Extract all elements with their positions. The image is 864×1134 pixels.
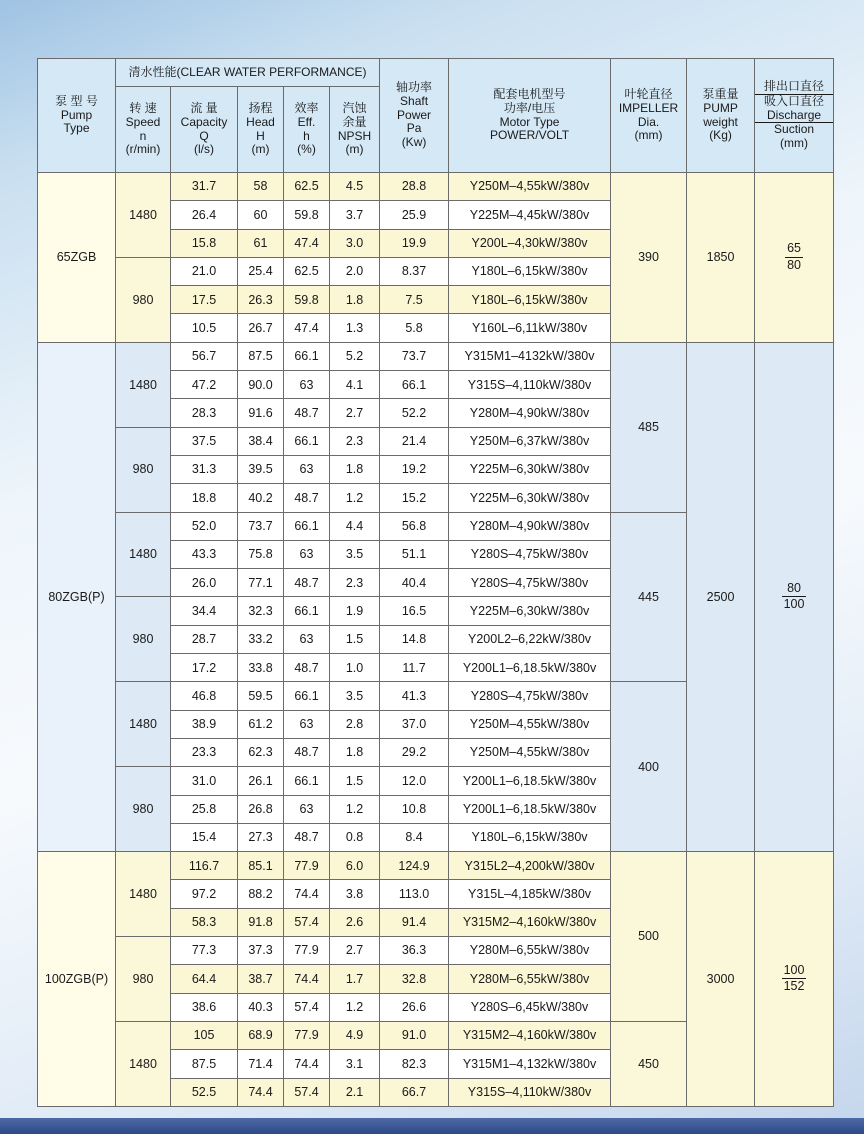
capacity-cell: 64.4 (171, 965, 238, 993)
head-cell: 60 (238, 201, 284, 229)
table-row (38, 852, 834, 880)
pump-model-cell: 65ZGB (38, 173, 116, 343)
npsh-cell: 2.3 (330, 569, 380, 597)
motor-cell: Y315L–4,185kW/380v (449, 880, 611, 908)
efficiency-cell: 63 (284, 455, 330, 483)
header-speed: 转 速 Speed n (r/min) (116, 87, 171, 173)
shaft-power-cell: 8.4 (380, 823, 449, 851)
efficiency-cell: 48.7 (284, 484, 330, 512)
motor-cell: Y280M–4,90kW/380v (449, 512, 611, 540)
speed-cell: 1480 (116, 682, 171, 767)
capacity-cell: 46.8 (171, 682, 238, 710)
npsh-cell: 1.2 (330, 993, 380, 1021)
capacity-cell: 28.7 (171, 625, 238, 653)
footer-bar (0, 1118, 864, 1134)
head-cell: 33.2 (238, 625, 284, 653)
motor-cell: Y315M1–4,132kW/380v (449, 1050, 611, 1078)
head-cell: 25.4 (238, 257, 284, 285)
head-cell: 27.3 (238, 823, 284, 851)
shaft-power-cell: 25.9 (380, 201, 449, 229)
npsh-cell: 4.5 (330, 173, 380, 201)
capacity-cell: 15.8 (171, 229, 238, 257)
head-cell: 85.1 (238, 852, 284, 880)
motor-cell: Y200L2–6,22kW/380v (449, 625, 611, 653)
pump-performance-sheet (37, 58, 833, 1107)
npsh-cell: 4.1 (330, 371, 380, 399)
efficiency-cell: 62.5 (284, 257, 330, 285)
shaft-power-cell: 28.8 (380, 173, 449, 201)
capacity-cell: 26.0 (171, 569, 238, 597)
speed-cell: 980 (116, 937, 171, 1022)
header-shaft-power: 轴功率 Shaft Power Pa (Kw) (380, 59, 449, 173)
capacity-cell: 31.3 (171, 455, 238, 483)
header-capacity: 流 量 Capacity Q (l/s) (171, 87, 238, 173)
speed-cell: 1480 (116, 512, 171, 597)
head-cell: 91.8 (238, 908, 284, 936)
impeller-dia-cell: 500 (611, 852, 687, 1022)
capacity-cell: 87.5 (171, 1050, 238, 1078)
efficiency-cell: 66.1 (284, 597, 330, 625)
discharge-dia: 65 (785, 241, 803, 258)
efficiency-cell: 63 (284, 710, 330, 738)
motor-cell: Y200L–4,30kW/380v (449, 229, 611, 257)
capacity-cell: 28.3 (171, 399, 238, 427)
header-discharge-suction: 排出口直径 吸入口直径 Discharge Suction (mm) (755, 59, 834, 173)
capacity-cell: 52.0 (171, 512, 238, 540)
efficiency-cell: 47.4 (284, 314, 330, 342)
shaft-power-cell: 66.1 (380, 371, 449, 399)
head-cell: 33.8 (238, 654, 284, 682)
shaft-power-cell: 16.5 (380, 597, 449, 625)
head-cell: 58 (238, 173, 284, 201)
capacity-cell: 52.5 (171, 1078, 238, 1106)
efficiency-cell: 47.4 (284, 229, 330, 257)
speed-cell: 980 (116, 427, 171, 512)
efficiency-cell: 74.4 (284, 1050, 330, 1078)
capacity-cell: 31.7 (171, 173, 238, 201)
motor-cell: Y250M–4,55kW/380v (449, 173, 611, 201)
head-cell: 75.8 (238, 540, 284, 568)
header-clear-water-performance: 清水性能(CLEAR WATER PERFORMANCE) (116, 59, 380, 87)
npsh-cell: 1.9 (330, 597, 380, 625)
head-cell: 37.3 (238, 937, 284, 965)
npsh-cell: 1.8 (330, 738, 380, 766)
shaft-power-cell: 26.6 (380, 993, 449, 1021)
suction-dia: 100 (783, 597, 805, 612)
capacity-cell: 105 (171, 1021, 238, 1049)
impeller-dia-cell: 400 (611, 682, 687, 852)
efficiency-cell: 63 (284, 371, 330, 399)
efficiency-cell: 57.4 (284, 993, 330, 1021)
head-cell: 32.3 (238, 597, 284, 625)
efficiency-cell: 57.4 (284, 1078, 330, 1106)
capacity-cell: 116.7 (171, 852, 238, 880)
capacity-cell: 21.0 (171, 257, 238, 285)
pump-group-80zgb-p (38, 342, 834, 851)
shaft-power-cell: 113.0 (380, 880, 449, 908)
head-cell: 39.5 (238, 455, 284, 483)
head-cell: 77.1 (238, 569, 284, 597)
capacity-cell: 17.2 (171, 654, 238, 682)
head-cell: 26.3 (238, 286, 284, 314)
capacity-cell: 56.7 (171, 342, 238, 370)
capacity-cell: 38.6 (171, 993, 238, 1021)
efficiency-cell: 59.8 (284, 286, 330, 314)
header-efficiency: 效率 Eff. h (%) (284, 87, 330, 173)
shaft-power-cell: 41.3 (380, 682, 449, 710)
head-cell: 26.8 (238, 795, 284, 823)
shaft-power-cell: 11.7 (380, 654, 449, 682)
capacity-cell: 23.3 (171, 738, 238, 766)
discharge-dia: 100 (782, 963, 807, 980)
shaft-power-cell: 73.7 (380, 342, 449, 370)
head-cell: 38.4 (238, 427, 284, 455)
motor-cell: Y250M–6,37kW/380v (449, 427, 611, 455)
motor-cell: Y315M2–4,160kW/380v (449, 908, 611, 936)
shaft-power-cell: 12.0 (380, 767, 449, 795)
shaft-power-cell: 82.3 (380, 1050, 449, 1078)
motor-cell: Y280S–6,45kW/380v (449, 993, 611, 1021)
shaft-power-cell: 66.7 (380, 1078, 449, 1106)
head-cell: 91.6 (238, 399, 284, 427)
capacity-cell: 10.5 (171, 314, 238, 342)
npsh-cell: 2.7 (330, 399, 380, 427)
motor-cell: Y280S–4,75kW/380v (449, 569, 611, 597)
shaft-power-cell: 91.0 (380, 1021, 449, 1049)
speed-cell: 1480 (116, 342, 171, 427)
motor-cell: Y315L2–4,200kW/380v (449, 852, 611, 880)
motor-cell: Y280M–6,55kW/380v (449, 965, 611, 993)
efficiency-cell: 63 (284, 795, 330, 823)
npsh-cell: 3.7 (330, 201, 380, 229)
motor-cell: Y180L–6,15kW/380v (449, 286, 611, 314)
head-cell: 40.2 (238, 484, 284, 512)
head-cell: 90.0 (238, 371, 284, 399)
efficiency-cell: 66.1 (284, 767, 330, 795)
pump-model-cell: 80ZGB(P) (38, 342, 116, 851)
efficiency-cell: 66.1 (284, 342, 330, 370)
npsh-cell: 2.7 (330, 937, 380, 965)
capacity-cell: 18.8 (171, 484, 238, 512)
shaft-power-cell: 52.2 (380, 399, 449, 427)
npsh-cell: 0.8 (330, 823, 380, 851)
discharge-dia: 80 (782, 581, 807, 598)
head-cell: 38.7 (238, 965, 284, 993)
shaft-power-cell: 14.8 (380, 625, 449, 653)
head-cell: 61 (238, 229, 284, 257)
capacity-cell: 37.5 (171, 427, 238, 455)
discharge-suction-cell (755, 173, 834, 343)
npsh-cell: 2.3 (330, 427, 380, 455)
shaft-power-cell: 10.8 (380, 795, 449, 823)
efficiency-cell: 48.7 (284, 569, 330, 597)
efficiency-cell: 48.7 (284, 738, 330, 766)
motor-cell: Y225M–4,45kW/380v (449, 201, 611, 229)
capacity-cell: 58.3 (171, 908, 238, 936)
shaft-power-cell: 21.4 (380, 427, 449, 455)
shaft-power-cell: 91.4 (380, 908, 449, 936)
npsh-cell: 2.6 (330, 908, 380, 936)
header-motor-type: 配套电机型号 功率/电压 Motor Type POWER/VOLT (449, 59, 611, 173)
npsh-cell: 3.5 (330, 682, 380, 710)
speed-cell: 1480 (116, 852, 171, 937)
shaft-power-cell: 19.9 (380, 229, 449, 257)
npsh-cell: 1.2 (330, 795, 380, 823)
motor-cell: Y280M–6,55kW/380v (449, 937, 611, 965)
efficiency-cell: 63 (284, 540, 330, 568)
efficiency-cell: 66.1 (284, 427, 330, 455)
motor-cell: Y315M1–4132kW/380v (449, 342, 611, 370)
speed-cell: 980 (116, 767, 171, 852)
efficiency-cell: 77.9 (284, 852, 330, 880)
impeller-dia-cell: 485 (611, 342, 687, 512)
shaft-power-cell: 51.1 (380, 540, 449, 568)
pump-weight-cell: 3000 (687, 852, 755, 1107)
suction-dia: 152 (783, 979, 805, 994)
motor-cell: Y250M–4,55kW/380v (449, 710, 611, 738)
impeller-dia-cell: 445 (611, 512, 687, 682)
header-impeller-dia: 叶轮直径 IMPELLER Dia. (mm) (611, 59, 687, 173)
efficiency-cell: 77.9 (284, 1021, 330, 1049)
impeller-dia-cell: 390 (611, 173, 687, 343)
speed-cell: 980 (116, 597, 171, 682)
head-cell: 68.9 (238, 1021, 284, 1049)
pump-performance-table (37, 58, 834, 1107)
discharge-suction-cell (755, 342, 834, 851)
speed-cell: 1480 (116, 1021, 171, 1106)
header-npsh: 汽蚀 余量 NPSH (m) (330, 87, 380, 173)
shaft-power-cell: 7.5 (380, 286, 449, 314)
header-pump-weight: 泵重量 PUMP weight (Kg) (687, 59, 755, 173)
npsh-cell: 1.8 (330, 286, 380, 314)
header-pump-type: 泵 型 号 Pump Type (38, 59, 116, 173)
speed-cell: 1480 (116, 173, 171, 258)
motor-cell: Y200L1–6,18.5kW/380v (449, 795, 611, 823)
npsh-cell: 2.1 (330, 1078, 380, 1106)
head-cell: 59.5 (238, 682, 284, 710)
npsh-cell: 1.5 (330, 767, 380, 795)
npsh-cell: 1.2 (330, 484, 380, 512)
pump-model-cell: 100ZGB(P) (38, 852, 116, 1107)
capacity-cell: 97.2 (171, 880, 238, 908)
npsh-cell: 1.8 (330, 455, 380, 483)
capacity-cell: 43.3 (171, 540, 238, 568)
head-cell: 61.2 (238, 710, 284, 738)
efficiency-cell: 62.5 (284, 173, 330, 201)
suction-dia: 80 (787, 257, 801, 272)
capacity-cell: 77.3 (171, 937, 238, 965)
motor-cell: Y200L1–6,18.5kW/380v (449, 767, 611, 795)
efficiency-cell: 57.4 (284, 908, 330, 936)
shaft-power-cell: 19.2 (380, 455, 449, 483)
efficiency-cell: 74.4 (284, 965, 330, 993)
efficiency-cell: 66.1 (284, 682, 330, 710)
head-cell: 87.5 (238, 342, 284, 370)
pump-weight-cell: 1850 (687, 173, 755, 343)
motor-cell: Y180L–6,15kW/380v (449, 823, 611, 851)
npsh-cell: 2.8 (330, 710, 380, 738)
head-cell: 62.3 (238, 738, 284, 766)
shaft-power-cell: 15.2 (380, 484, 449, 512)
npsh-cell: 1.7 (330, 965, 380, 993)
capacity-cell: 31.0 (171, 767, 238, 795)
motor-cell: Y280S–4,75kW/380v (449, 540, 611, 568)
efficiency-cell: 74.4 (284, 880, 330, 908)
table-row (38, 342, 834, 370)
capacity-cell: 15.4 (171, 823, 238, 851)
npsh-cell: 5.2 (330, 342, 380, 370)
head-cell: 40.3 (238, 993, 284, 1021)
motor-cell: Y200L1–6,18.5kW/380v (449, 654, 611, 682)
motor-cell: Y160L–6,11kW/380v (449, 314, 611, 342)
motor-cell: Y225M–6,30kW/380v (449, 597, 611, 625)
head-cell: 74.4 (238, 1078, 284, 1106)
efficiency-cell: 63 (284, 625, 330, 653)
capacity-cell: 47.2 (171, 371, 238, 399)
head-cell: 73.7 (238, 512, 284, 540)
capacity-cell: 34.4 (171, 597, 238, 625)
head-cell: 26.1 (238, 767, 284, 795)
npsh-cell: 1.0 (330, 654, 380, 682)
motor-cell: Y225M–6,30kW/380v (449, 455, 611, 483)
capacity-cell: 25.8 (171, 795, 238, 823)
motor-cell: Y180L–6,15kW/380v (449, 257, 611, 285)
table-row (38, 173, 834, 201)
npsh-cell: 3.1 (330, 1050, 380, 1078)
motor-cell: Y250M–4,55kW/380v (449, 738, 611, 766)
npsh-cell: 4.9 (330, 1021, 380, 1049)
head-cell: 71.4 (238, 1050, 284, 1078)
efficiency-cell: 77.9 (284, 937, 330, 965)
shaft-power-cell: 56.8 (380, 512, 449, 540)
speed-cell: 980 (116, 257, 171, 342)
capacity-cell: 26.4 (171, 201, 238, 229)
shaft-power-cell: 37.0 (380, 710, 449, 738)
motor-cell: Y280S–4,75kW/380v (449, 682, 611, 710)
shaft-power-cell: 124.9 (380, 852, 449, 880)
shaft-power-cell: 5.8 (380, 314, 449, 342)
npsh-cell: 3.8 (330, 880, 380, 908)
motor-cell: Y315S–4,110kW/380v (449, 1078, 611, 1106)
head-cell: 88.2 (238, 880, 284, 908)
shaft-power-cell: 8.37 (380, 257, 449, 285)
head-cell: 26.7 (238, 314, 284, 342)
table-header (38, 59, 834, 173)
motor-cell: Y280M–4,90kW/380v (449, 399, 611, 427)
shaft-power-cell: 29.2 (380, 738, 449, 766)
motor-cell: Y315S–4,110kW/380v (449, 371, 611, 399)
npsh-cell: 3.5 (330, 540, 380, 568)
motor-cell: Y315M2–4,160kW/380v (449, 1021, 611, 1049)
pump-group-65zgb (38, 173, 834, 343)
npsh-cell: 4.4 (330, 512, 380, 540)
discharge-suction-cell (755, 852, 834, 1107)
efficiency-cell: 48.7 (284, 823, 330, 851)
npsh-cell: 6.0 (330, 852, 380, 880)
shaft-power-cell: 32.8 (380, 965, 449, 993)
npsh-cell: 1.5 (330, 625, 380, 653)
efficiency-cell: 66.1 (284, 512, 330, 540)
impeller-dia-cell: 450 (611, 1021, 687, 1106)
shaft-power-cell: 40.4 (380, 569, 449, 597)
npsh-cell: 1.3 (330, 314, 380, 342)
shaft-power-cell: 36.3 (380, 937, 449, 965)
npsh-cell: 3.0 (330, 229, 380, 257)
pump-weight-cell: 2500 (687, 342, 755, 851)
efficiency-cell: 48.7 (284, 654, 330, 682)
capacity-cell: 38.9 (171, 710, 238, 738)
pump-group-100zgb-p (38, 852, 834, 1107)
capacity-cell: 17.5 (171, 286, 238, 314)
efficiency-cell: 59.8 (284, 201, 330, 229)
npsh-cell: 2.0 (330, 257, 380, 285)
efficiency-cell: 48.7 (284, 399, 330, 427)
motor-cell: Y225M–6,30kW/380v (449, 484, 611, 512)
header-head: 扬程 Head H (m) (238, 87, 284, 173)
